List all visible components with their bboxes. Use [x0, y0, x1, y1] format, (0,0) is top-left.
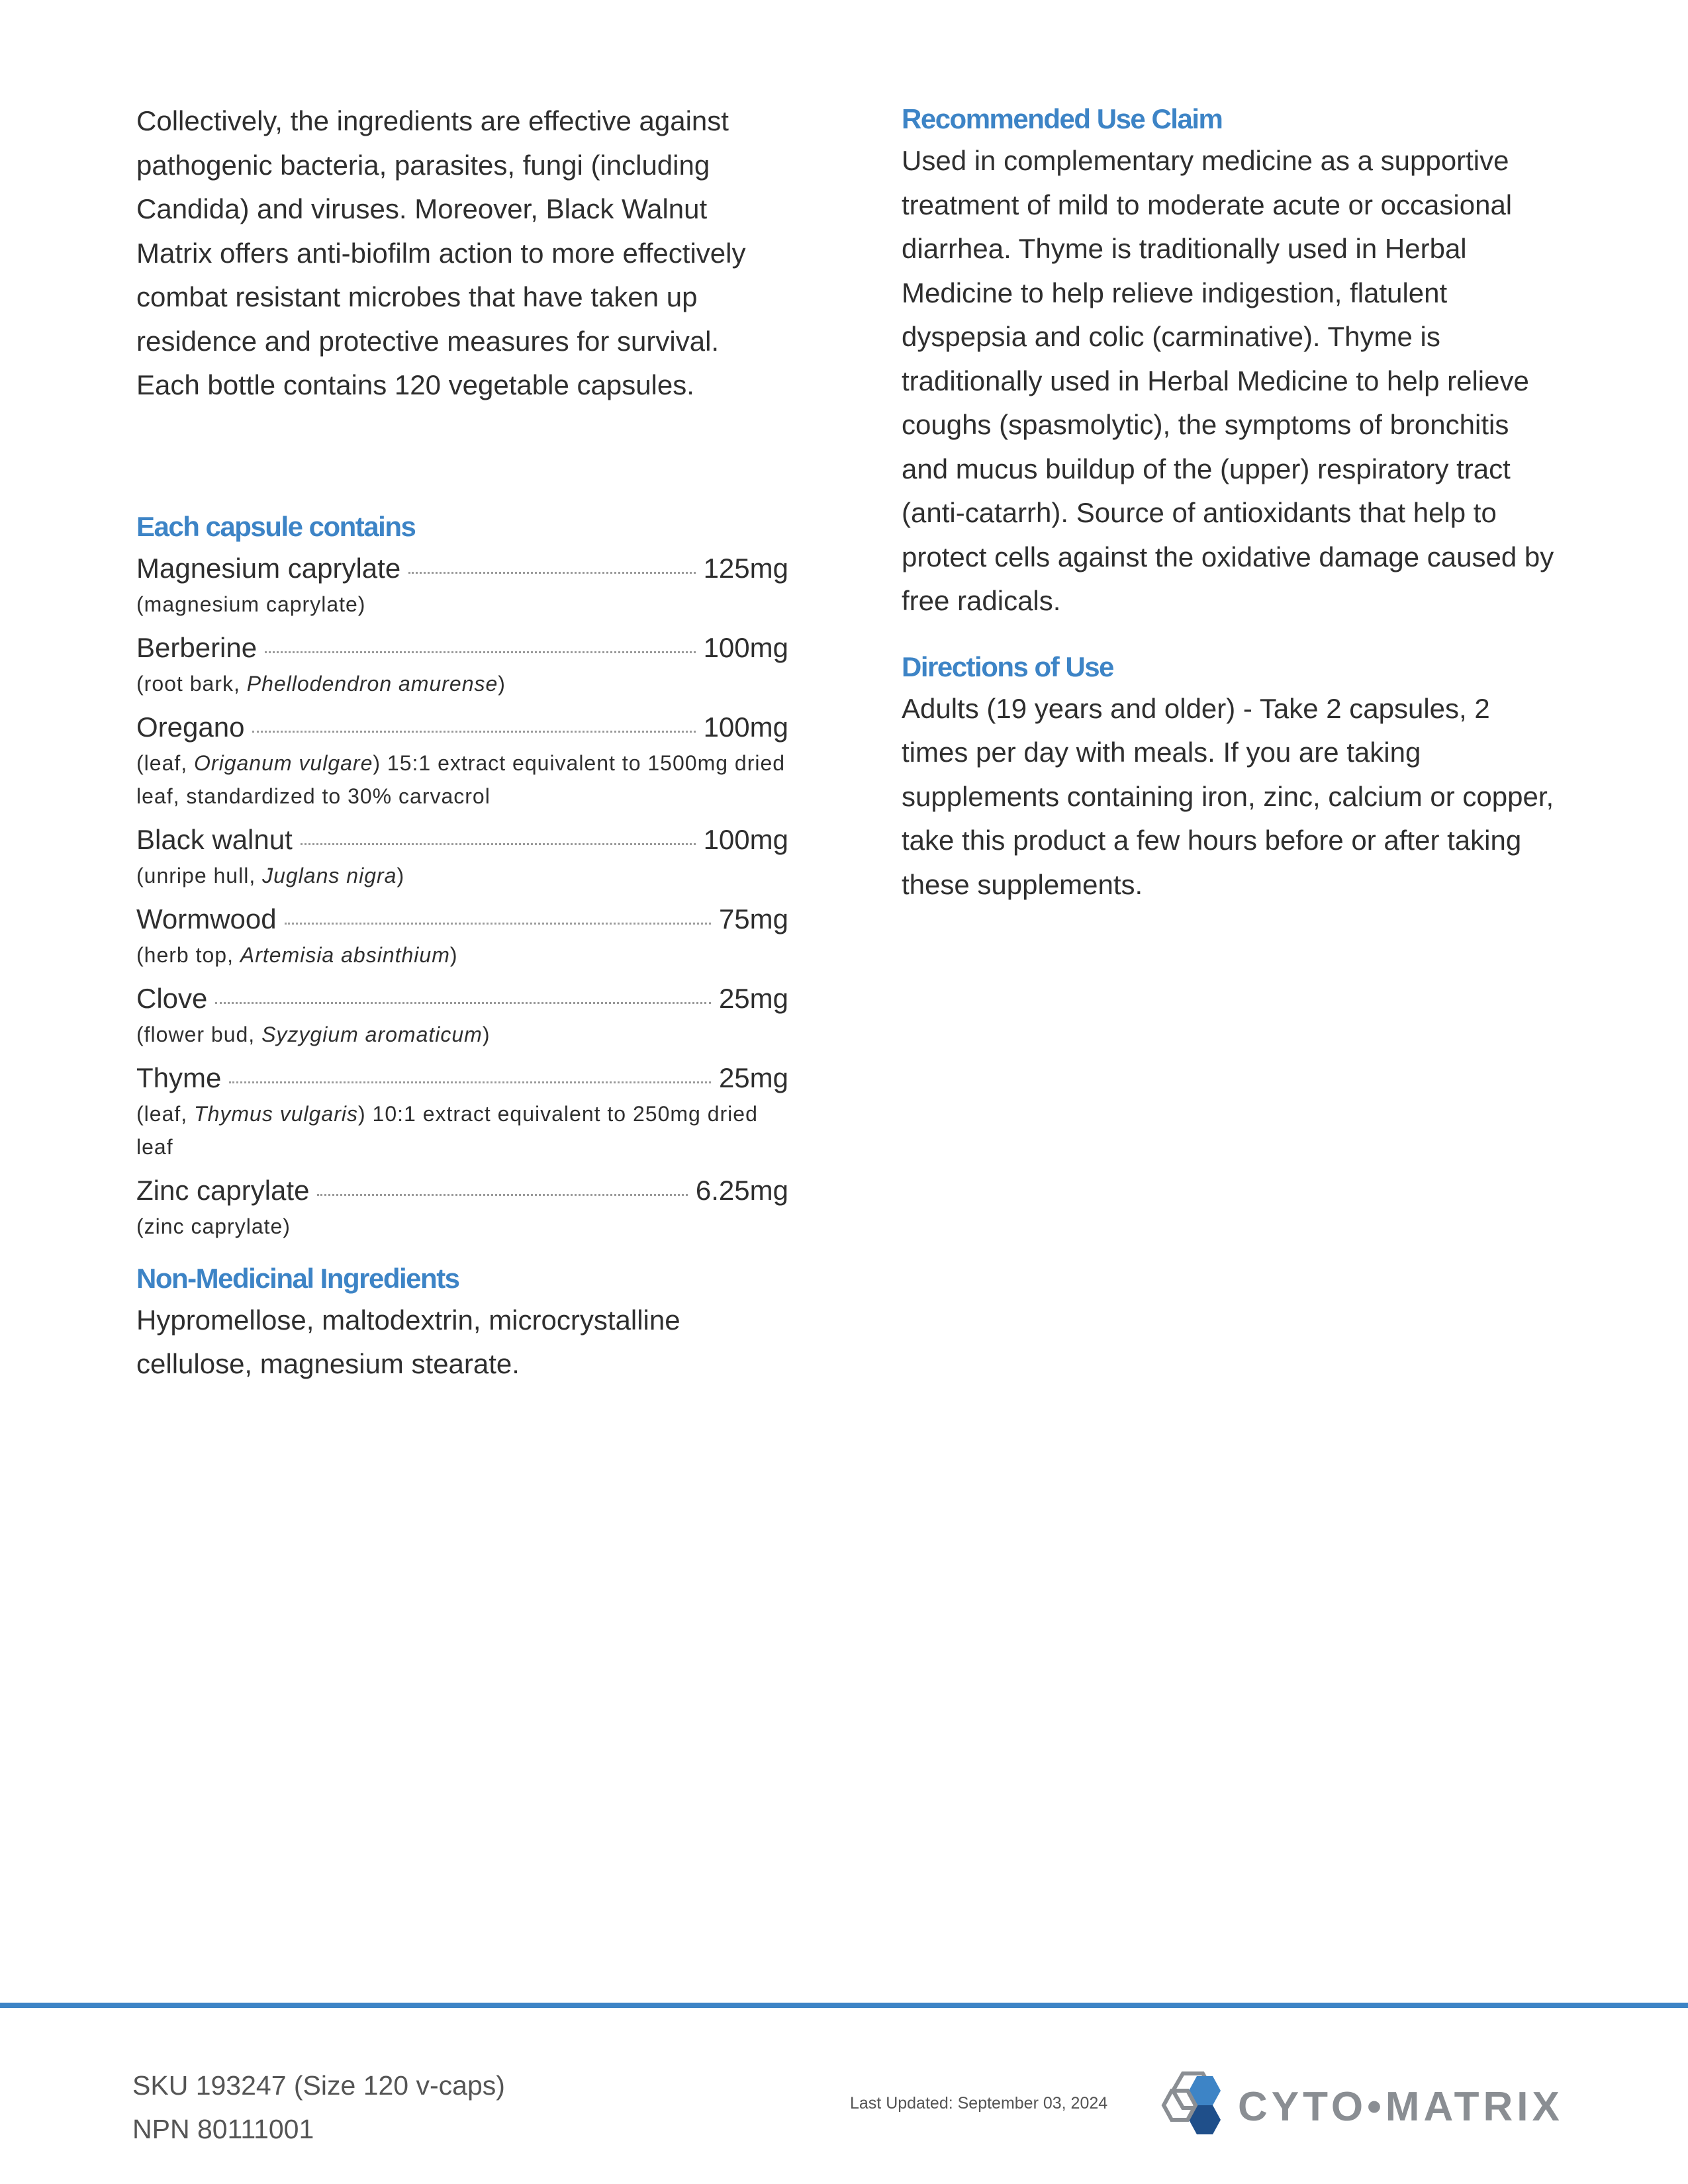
non-medicinal-heading: Non-Medicinal Ingredients: [136, 1262, 459, 1294]
ingredient-name: Oregano: [136, 711, 245, 743]
ingredient-name: Berberine: [136, 631, 258, 663]
ingredient-amount: 25mg: [718, 982, 788, 1014]
latin-name: Origanum vulgare: [194, 751, 373, 775]
left-column: [136, 99, 788, 1387]
ingredient-item: [136, 549, 788, 621]
dot-leader: [317, 1194, 687, 1196]
ingredient-item: [136, 708, 788, 813]
ingredient-item: [136, 1171, 788, 1243]
source-text-detail: ) 15:1 extract equivalent to 1500mg dried leaf, standardized to 30% carvacrol: [136, 751, 786, 808]
dot-leader: [265, 651, 695, 653]
dot-leader: [285, 923, 711, 925]
ingredient-source: [136, 938, 788, 972]
ingredient-name: Magnesium caprylate: [136, 552, 401, 584]
source-text-detail: ): [482, 1022, 491, 1046]
ingredient-row: [136, 1171, 788, 1210]
directions-heading: Directions of Use: [902, 651, 1113, 682]
source-text-detail: ): [397, 863, 405, 887]
dot-leader: [408, 572, 695, 574]
recommended-use-text: Used in complementary medicine as a supportive treatment of mild to moderate acute or occasional diarrhea. Thyme is traditionally used in Herbal Medicine to help relieve indigestion, flatulent dyspepsia and colic (carminative). Thyme is traditionally used in Herbal Medicine to help relieve coughs (spasmolytic), the symptoms of bronchitis and mucus buildup of the (upper) respiratory tract (anti-catarrh). Source of antioxidants that help to protect cells against the oxidative damage caused by free radicals.: [902, 145, 1554, 616]
hexagon-cluster-logo-icon: [1160, 2071, 1229, 2143]
ingredient-amount: 75mg: [718, 903, 788, 934]
latin-name: Phellodendron amurense: [246, 671, 498, 696]
ingredient-source: [136, 1097, 788, 1163]
non-medicinal-text: Hypromellose, maltodextrin, microcrystalline cellulose, magnesium stearate.: [136, 1304, 680, 1379]
footer-product-info: [132, 2064, 505, 2151]
dot-leader: [215, 1002, 711, 1004]
ingredient-row: [136, 979, 788, 1018]
latin-name: Artemisia absinthium: [240, 942, 450, 967]
ingredient-source: [136, 667, 788, 700]
recommended-use-heading: Recommended Use Claim: [902, 103, 1223, 134]
source-text-detail: ): [498, 671, 506, 696]
ingredient-name: Black walnut: [136, 823, 293, 855]
source-text-detail: ): [449, 942, 458, 967]
logo-wordmark: CYTO•MATRIX: [1238, 2083, 1564, 2130]
last-updated-text: Last Updated: September 03, 2024: [850, 2094, 1108, 2113]
ingredient-row: [136, 900, 788, 938]
dot-leader: [229, 1081, 711, 1083]
ingredient-source: [136, 588, 788, 621]
latin-name: Thymus vulgaris: [194, 1101, 358, 1126]
ingredient-name: Thyme: [136, 1062, 222, 1093]
source-text: (herb top,: [136, 942, 240, 967]
ingredient-name: Clove: [136, 982, 208, 1014]
ingredient-source: [136, 1018, 788, 1051]
source-text: (magnesium caprylate): [136, 592, 366, 616]
npn-text: NPN 80111001: [132, 2114, 314, 2144]
ingredient-amount: 100mg: [703, 631, 788, 663]
cyto-matrix-logo: [1160, 2070, 1564, 2143]
ingredient-name: Zinc caprylate: [136, 1174, 310, 1206]
source-text: (flower bud,: [136, 1022, 262, 1046]
source-text: (leaf,: [136, 1101, 195, 1126]
right-column: [902, 99, 1557, 907]
latin-name: Syzygium aromaticum: [261, 1022, 483, 1046]
source-text: (leaf,: [136, 751, 195, 775]
sku-text: SKU 193247 (Size 120 v-caps): [132, 2070, 505, 2101]
ingredient-amount: 25mg: [718, 1062, 788, 1093]
ingredient-item: [136, 1059, 788, 1163]
capsule-contents-heading: Each capsule contains: [136, 510, 416, 542]
ingredient-name: Wormwood: [136, 903, 277, 934]
source-text-detail: ) 10:1 extract equivalent to 250mg dried leaf: [136, 1101, 758, 1159]
ingredient-item: [136, 821, 788, 892]
ingredient-item: [136, 979, 788, 1051]
source-text: (unripe hull,: [136, 863, 263, 887]
directions-text: Adults (19 years and older) - Take 2 capsules, 2 times per day with meals. If you are taking supplements containing iron, zinc, calcium or copper, take this product a few hours before or after taking these supplements.: [902, 692, 1554, 900]
latin-name: Juglans nigra: [262, 863, 397, 887]
ingredient-item: [136, 900, 788, 972]
ingredient-source: [136, 747, 788, 813]
ingredient-amount: 125mg: [703, 552, 788, 584]
ingredient-source: [136, 859, 788, 892]
source-text: (zinc caprylate): [136, 1214, 291, 1238]
source-text: (root bark,: [136, 671, 247, 696]
ingredient-amount: 100mg: [703, 823, 788, 855]
ingredient-row: [136, 1059, 788, 1097]
ingredient-row: [136, 708, 788, 747]
footer-divider: [0, 2003, 1688, 2008]
ingredient-amount: 6.25mg: [695, 1174, 788, 1206]
ingredient-list: [136, 549, 788, 1243]
intro-paragraph: Collectively, the ingredients are effective against pathogenic bacteria, parasites, fungi (including Candida) and viruses. Moreover, Black Walnut Matrix offers anti-biofilm action to more effectively combat resistant microbes that have taken up residence and protective measures for survival. Each bottle contains 120 vegetable capsules.: [136, 105, 746, 400]
ingredient-row: [136, 549, 788, 588]
ingredient-row: [136, 821, 788, 859]
ingredient-source: [136, 1210, 788, 1243]
dot-leader: [252, 731, 695, 733]
ingredient-item: [136, 629, 788, 700]
ingredient-amount: 100mg: [703, 711, 788, 743]
dot-leader: [301, 843, 696, 845]
ingredient-row: [136, 629, 788, 667]
